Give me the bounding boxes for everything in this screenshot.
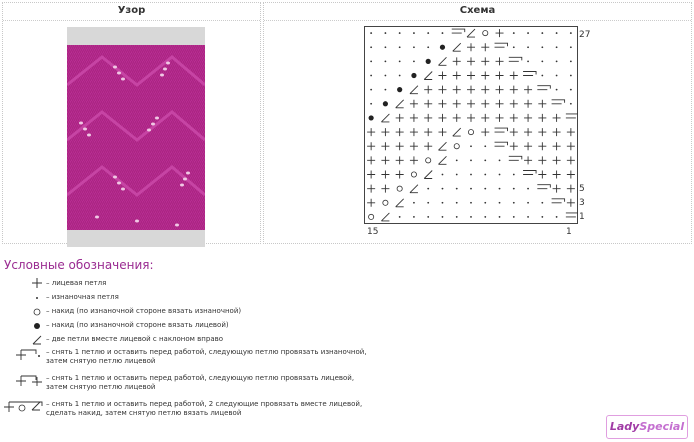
purl-mark xyxy=(470,159,472,161)
cross-stitch-mark xyxy=(509,156,522,160)
knit-mark xyxy=(467,57,475,65)
purl-mark xyxy=(370,89,372,91)
purl-mark xyxy=(385,32,387,34)
purl-mark xyxy=(556,89,558,91)
k2tog-mark xyxy=(410,185,418,193)
knit-mark xyxy=(567,128,575,136)
knit-stitch-icon xyxy=(30,277,44,289)
knit-mark xyxy=(538,171,546,179)
k2tog-mark xyxy=(438,156,446,164)
knit-mark xyxy=(538,114,546,122)
purl-mark xyxy=(370,60,372,62)
purl-mark xyxy=(484,216,486,218)
knit-mark xyxy=(538,156,546,164)
purl-mark xyxy=(370,32,372,34)
knit-mark xyxy=(524,142,532,150)
purl-mark xyxy=(499,174,501,176)
cross-stitch-mark xyxy=(495,142,508,146)
knit-mark xyxy=(496,29,504,37)
knit-mark xyxy=(396,128,404,136)
knit-mark xyxy=(524,100,532,108)
purl-mark xyxy=(499,159,501,161)
knit-mark xyxy=(396,142,404,150)
knit-mark xyxy=(567,156,575,164)
purl-mark xyxy=(413,32,415,34)
purl-mark xyxy=(556,75,558,77)
yarn-over-mark xyxy=(397,186,402,191)
purl-mark xyxy=(370,75,372,77)
purl-mark xyxy=(499,188,501,190)
yarn-over-knit-mark xyxy=(383,101,388,106)
purl-mark xyxy=(413,216,415,218)
knit-mark xyxy=(367,185,375,193)
knit-mark xyxy=(467,86,475,94)
k2tog-mark xyxy=(396,199,404,207)
row-number-3: 3 xyxy=(579,198,585,208)
knit-mark xyxy=(438,100,446,108)
knit-mark xyxy=(567,171,575,179)
yarn-over-mark xyxy=(468,129,473,134)
k2tog-mark xyxy=(381,114,389,122)
cross-stitch-mark xyxy=(523,72,536,76)
purl-mark xyxy=(456,202,458,204)
yarn-over-knit-mark xyxy=(426,59,431,64)
knit-mark xyxy=(367,171,375,179)
logo-part2: Special xyxy=(639,420,685,433)
purl-mark xyxy=(399,60,401,62)
purl-mark xyxy=(399,32,401,34)
knit-mark xyxy=(438,86,446,94)
purl-mark xyxy=(456,216,458,218)
knit-mark xyxy=(453,100,461,108)
header-divider xyxy=(264,20,691,21)
k2tog-mark xyxy=(438,57,446,65)
cross-knit-icon xyxy=(14,372,44,386)
purl-mark xyxy=(527,46,529,48)
row-number-27: 27 xyxy=(579,30,591,40)
knit-mark xyxy=(438,128,446,136)
knit-mark xyxy=(396,171,404,179)
knit-mark xyxy=(553,185,561,193)
legend-cross-knit-text-2: затем снятую петлю лицевой xyxy=(46,383,156,391)
purl-mark xyxy=(427,202,429,204)
purl-mark xyxy=(484,174,486,176)
purl-mark xyxy=(442,174,444,176)
knit-mark xyxy=(396,114,404,122)
knit-mark xyxy=(510,142,518,150)
knit-mark xyxy=(496,86,504,94)
purl-mark xyxy=(513,174,515,176)
k2tog-mark xyxy=(438,142,446,150)
cross-stitch-mark xyxy=(509,57,522,61)
purl-mark xyxy=(556,60,558,62)
knit-mark xyxy=(553,142,561,150)
chart-grid xyxy=(364,26,578,224)
purl-mark xyxy=(470,145,472,147)
scheme-header: Схема xyxy=(459,5,496,16)
purl-mark xyxy=(484,145,486,147)
purl-mark xyxy=(499,202,501,204)
legend-title: Условные обозначения: xyxy=(4,258,154,272)
cross-stitch-mark xyxy=(566,114,578,118)
knit-mark xyxy=(367,128,375,136)
purl-mark xyxy=(370,103,372,105)
purl-mark xyxy=(541,216,543,218)
purl-mark xyxy=(541,46,543,48)
purl-mark xyxy=(470,216,472,218)
knit-mark xyxy=(524,156,532,164)
cross-stitch-mark xyxy=(537,86,550,90)
header-divider xyxy=(3,20,260,21)
knit-mark xyxy=(481,86,489,94)
purl-mark xyxy=(385,60,387,62)
knit-mark xyxy=(381,128,389,136)
knit-mark xyxy=(510,128,518,136)
purl-mark xyxy=(413,46,415,48)
yarn-over-knit-mark xyxy=(397,87,402,92)
purl-mark xyxy=(527,202,529,204)
knit-mark xyxy=(538,100,546,108)
knit-mark xyxy=(381,156,389,164)
knit-mark xyxy=(424,128,432,136)
knit-mark xyxy=(481,128,489,136)
knit-mark xyxy=(424,114,432,122)
yarn-over-knit-mark xyxy=(440,45,445,50)
purl-mark xyxy=(570,32,572,34)
knit-mark xyxy=(410,128,418,136)
knit-mark xyxy=(553,156,561,164)
knit-mark xyxy=(410,142,418,150)
purl-mark xyxy=(484,159,486,161)
knit-mark xyxy=(510,114,518,122)
purl-mark xyxy=(527,60,529,62)
purl-mark xyxy=(499,216,501,218)
yarn-over-mark xyxy=(426,158,431,163)
purl-mark xyxy=(570,75,572,77)
knit-mark xyxy=(553,114,561,122)
purl-mark xyxy=(456,174,458,176)
cross-stitch-mark xyxy=(523,171,536,175)
purl-mark xyxy=(513,32,515,34)
pattern-header: Узор xyxy=(117,5,146,16)
purl-mark xyxy=(427,216,429,218)
knitting-chart xyxy=(364,26,578,228)
knit-mark xyxy=(496,114,504,122)
yarn-over-knit-mark xyxy=(369,115,374,120)
purl-mark xyxy=(513,46,515,48)
knit-mark xyxy=(567,185,575,193)
knit-mark xyxy=(467,72,475,80)
purl-mark xyxy=(385,46,387,48)
k2tog-mark xyxy=(453,43,461,51)
purl-mark xyxy=(570,60,572,62)
purl-mark xyxy=(442,202,444,204)
knit-mark xyxy=(567,199,575,207)
purl-mark xyxy=(385,89,387,91)
purl-mark xyxy=(456,159,458,161)
knit-mark xyxy=(438,72,446,80)
purl-mark xyxy=(570,103,572,105)
knit-mark xyxy=(453,57,461,65)
knit-mark xyxy=(481,57,489,65)
knit-mark xyxy=(367,199,375,207)
yarn-over-mark xyxy=(369,214,374,219)
purl-mark xyxy=(470,202,472,204)
knit-mark xyxy=(424,100,432,108)
knit-mark xyxy=(381,142,389,150)
purl-mark xyxy=(427,32,429,34)
purl-mark xyxy=(442,188,444,190)
knit-mark xyxy=(524,128,532,136)
knit-mark xyxy=(381,171,389,179)
legend-purl-text: – изнаночная петля xyxy=(46,293,119,301)
knit-mark xyxy=(467,114,475,122)
purl-mark xyxy=(541,202,543,204)
purl-mark xyxy=(513,202,515,204)
legend-cross-purl-text: – снять 1 петлю и оставить перед работой, следующую петлю провязать изнаночной, xyxy=(46,348,367,356)
purl-stitch-icon xyxy=(30,292,44,304)
chart-frame xyxy=(365,27,578,224)
knit-mark xyxy=(567,142,575,150)
k2tog-mark xyxy=(381,213,389,221)
legend-cross-yo-text-2: сделать накид, затем снятую петлю вязать лицевой xyxy=(46,409,242,417)
knit-mark xyxy=(424,142,432,150)
knitted-fabric-image xyxy=(67,45,205,230)
purl-mark xyxy=(470,188,472,190)
purl-mark xyxy=(541,75,543,77)
purl-mark xyxy=(456,188,458,190)
k2tog-mark xyxy=(453,128,461,136)
purl-mark xyxy=(556,46,558,48)
purl-mark xyxy=(527,188,529,190)
k2tog-right-icon xyxy=(30,334,44,346)
legend-cross-yo-text: – снять 1 петлю и оставить перед работой, 2 следующие провязать вместе лицевой, xyxy=(46,400,363,408)
purl-mark xyxy=(427,46,429,48)
knit-mark xyxy=(496,72,504,80)
purl-mark xyxy=(427,188,429,190)
pattern-panel xyxy=(2,2,261,244)
photo-frame xyxy=(67,27,205,247)
cross-stitch-mark xyxy=(552,100,565,104)
purl-mark xyxy=(470,174,472,176)
cross-stitch-mark xyxy=(552,199,565,203)
cross-stitch-mark xyxy=(566,213,578,217)
knit-mark xyxy=(453,72,461,80)
purl-mark xyxy=(399,75,401,77)
purl-mark xyxy=(570,89,572,91)
knit-mark xyxy=(410,114,418,122)
knit-mark xyxy=(453,114,461,122)
purl-mark xyxy=(442,32,444,34)
legend-cross-purl-text-2: затем снятую петлю лицевой xyxy=(46,357,156,365)
knit-mark xyxy=(467,100,475,108)
column-number-15: 15 xyxy=(367,227,379,237)
purl-mark xyxy=(484,202,486,204)
legend-k2tog-text: – две петли вместе лицевой с наклоном вправо xyxy=(46,335,224,343)
knit-mark xyxy=(510,86,518,94)
knit-mark xyxy=(410,156,418,164)
purl-mark xyxy=(570,46,572,48)
knit-mark xyxy=(510,100,518,108)
knit-mark xyxy=(396,156,404,164)
legend-knit-text: – лицевая петля xyxy=(46,279,107,287)
purl-mark xyxy=(513,216,515,218)
purl-mark xyxy=(556,32,558,34)
yarn-over-mark xyxy=(483,30,488,35)
cross-purl-icon xyxy=(14,346,44,360)
k2tog-mark xyxy=(410,86,418,94)
knit-mark xyxy=(367,156,375,164)
row-number-1: 1 xyxy=(579,212,585,222)
legend-yo-knit-text: – накид (по изнаночной стороне вязать лицевой) xyxy=(46,321,229,329)
cross-stitch-mark xyxy=(452,29,465,33)
knit-mark xyxy=(367,142,375,150)
legend-yo-text: – накид (по изнаночной стороне вязать изнаночной) xyxy=(46,307,242,315)
purl-mark xyxy=(413,202,415,204)
cross-stitch-mark xyxy=(537,185,550,189)
knit-mark xyxy=(524,114,532,122)
knit-mark xyxy=(453,86,461,94)
knit-mark xyxy=(424,86,432,94)
yarn-over-knit-icon xyxy=(30,320,44,332)
yarn-over-mark xyxy=(454,144,459,149)
k2tog-mark xyxy=(424,171,432,179)
row-number-5: 5 xyxy=(579,184,585,194)
knit-mark xyxy=(538,128,546,136)
logo-part1: Lady xyxy=(609,420,640,433)
column-number-1: 1 xyxy=(566,227,572,237)
purl-mark xyxy=(527,216,529,218)
knit-mark xyxy=(510,72,518,80)
purl-mark xyxy=(399,46,401,48)
knit-mark xyxy=(553,171,561,179)
knit-mark xyxy=(481,100,489,108)
ladyspecial-logo[interactable] xyxy=(606,415,688,439)
purl-mark xyxy=(399,216,401,218)
knit-mark xyxy=(381,185,389,193)
legend-cross-knit-text: – снять 1 петлю и оставить перед работой, следующую петлю провязать лицевой, xyxy=(46,374,355,382)
purl-mark xyxy=(385,75,387,77)
purl-mark xyxy=(541,60,543,62)
purl-mark xyxy=(541,32,543,34)
k2tog-mark xyxy=(467,29,475,37)
knit-mark xyxy=(481,114,489,122)
purl-mark xyxy=(527,32,529,34)
yarn-over-mark xyxy=(411,172,416,177)
knit-mark xyxy=(481,72,489,80)
knit-mark xyxy=(467,43,475,51)
knit-mark xyxy=(496,57,504,65)
knit-mark xyxy=(553,128,561,136)
purl-mark xyxy=(513,188,515,190)
purl-mark xyxy=(413,60,415,62)
knit-mark xyxy=(524,86,532,94)
knit-mark xyxy=(496,100,504,108)
purl-mark xyxy=(484,188,486,190)
yarn-over-knit-mark xyxy=(411,73,416,78)
yarn-over-icon xyxy=(30,306,44,318)
knit-mark xyxy=(410,100,418,108)
knit-mark xyxy=(438,114,446,122)
purl-mark xyxy=(556,216,558,218)
k2tog-mark xyxy=(396,100,404,108)
knit-mark xyxy=(481,43,489,51)
yarn-over-mark xyxy=(383,200,388,205)
cross-stitch-mark xyxy=(495,43,508,47)
k2tog-mark xyxy=(424,72,432,80)
knit-mark xyxy=(538,142,546,150)
cross-stitch-mark xyxy=(495,128,508,132)
purl-mark xyxy=(370,46,372,48)
cross-yo-icon xyxy=(2,398,44,412)
purl-mark xyxy=(442,216,444,218)
